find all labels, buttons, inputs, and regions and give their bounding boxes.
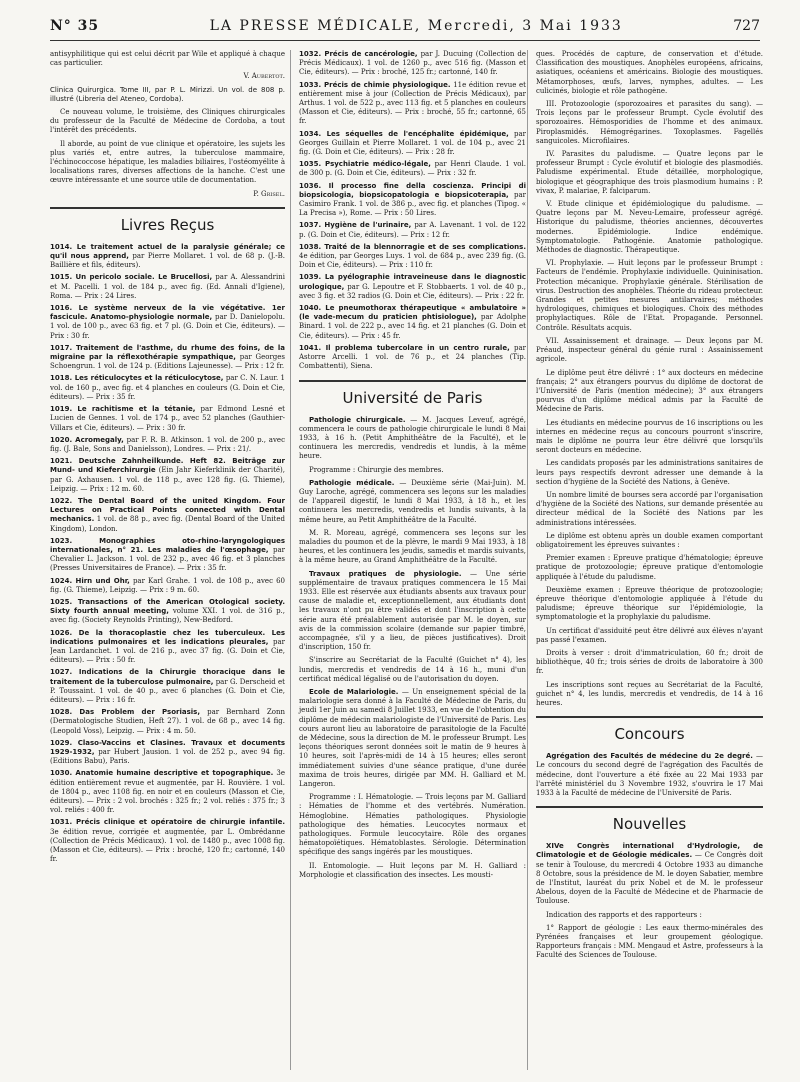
book-entry: 1027. Indications de la Chirurgie thoracique dans le traitement de la tuberculose pulmonaire, par G. Derscheid et P. Toussaint. 1 vol. de 40 p., avec 6 planches (G. Doin et Cie, éditeurs). — Prix : 16 fr.: [50, 668, 285, 704]
diploma-text-1: Le diplôme peut être délivré : 1° aux docteurs en médecine français; 2° aux étrangers pourvus du diplôme de doctorat de l'Université de Paris (mention médecine); 3° aux étrangers pourvus d'un diplôme médical admis par la Faculté de Médecine de Paris.: [536, 368, 763, 414]
column-3: [527, 50, 763, 1070]
journal-title: LA PRESSE MÉDICALE, Mercredi, 3 Mai 1933: [209, 18, 623, 34]
inscriptions: Les inscriptions sont reçues au Secrétariat de la Faculté, guichet n° 4, les lundis, mercredis et vendredis, de 14 à 16 heures.: [536, 680, 763, 707]
agregation: Agrégation des Facultés de médecine du 2e degré. — Le concours du second degré de l'agrégation des Facultés de médecine, dont l'ouverture a été fixée au 22 Mai 1933 par l'arrêté ministériel du 3 Novembre 1932, s'ouvrira le 17 Mai 1933 à la Faculté de médecine de l'Université de Paris.: [536, 752, 763, 798]
droits: Droits à verser : droit d'immatriculation, 60 fr.; droit de bibliothèque, 40 fr.; trois séries de droits de laboratoire à 300 fr.: [536, 648, 763, 676]
travaux-pratiques-2: S'inscrire au Secrétariat de la Faculté (Guichet n° 4), les lundis, mercredis et vendredis de 14 à 16 h., muni d'un certificat médical légalisé ou de l'autorisation du doyen.: [299, 656, 526, 683]
book-entry: 1014. Le traitement actuel de la paralysie générale; ce qu'il nous apprend, par Pierre Mollaret. 1 vol. de 68 p. (J.-B. Baillière et fils, éditeurs).: [50, 242, 285, 270]
book-entry: 1016. Le système nerveux de la vie végétative. 1er fascicule. Anatomo-physiologie normale, par D. Danielopolu. 1 vol. de 100 p., avec 63 fig. et 7 pl. (G. Doin et Cie, éditeurs). — Prix : 30 fr.: [50, 304, 285, 340]
book-entry: 1021. Deutsche Zahnheilkunde. Heft 82. Beiträge zur Mund- und Kieferchirurgie (Ein Jahr Kieferklinik der Charité), par G. Axhausen. 1 vol. de 118 p., avec 128 fig. (G. Thieme), Leipzig. — Prix : 12 m. 60.: [50, 457, 285, 493]
issue-number: N° 35: [50, 18, 100, 34]
book-entry: 1022. The Dental Board of the united Kingdom. Four Lectures on Practical Points connected with Dental mechanics. 1 vol. de 88 p., avec fig. (Dental Board of the United Kingdom), London.: [50, 496, 285, 533]
clinica-reference: Clinica Quirurgica. Tome III, par P. L. Mirizzi. Un vol. de 808 p. illustré (Libreria del Ateneo, Cordoba).: [50, 85, 285, 103]
pathologie-medicale-2: M. R. Moreau, agrégé, commencera ses leçons sur les maladies du poumon et de la plèvre, le mardi 9 Mai 1933, à 18 heures, et les continuera les jeudis, samedis et mardis suivants, à la même heure, au Grand Amphithéâtre de la Faculté.: [299, 528, 526, 565]
livres-recus-title: Livres Reçus: [120, 215, 215, 234]
book-entry: 1023. Monographies oto-rhino-laryngologiques internationales, n° 21. Les maladies de l'œsophage, par Chevalier L. Jackson. 1 vol. de 232 p., avec 46 fig. et 3 planches (Presses Universitaires de France). — Prix : 35 fr.: [50, 536, 285, 573]
book-list-1: [50, 243, 285, 865]
divider: [299, 380, 526, 382]
book-entry: 1019. Le rachitisme et la tétanie, par Edmond Lesné et Lucien de Gennes. 1 vol. de 174 p., avec 52 planches (Gauthier-Villars et Cie, éditeurs). — Prix : 30 fr.: [50, 405, 285, 432]
book-list-2: [299, 50, 526, 372]
page-number: 727: [733, 18, 760, 34]
ecole-programme-1: Programme : I. Hématologie. — Trois leçons par M. Galliard : Hématies de l'homme et des vertébrés. Numération. Hémoglobine. Hématies pathologiques. Physiologie pathologique des hématies. Leucocytes normaux et pathologiques. Formule leucocytaire. Rôle des organes hématopoïétiques. Hématoblastes. Sérologie. Détermination spécifique des sangs ingérés par les moustiques.: [299, 793, 526, 857]
book-entry: 1039. La pyélographie intraveineuse dans le diagnostic urologique, par G. Lepoutre et F. Stobbaerts. 1 vol. de 40 p., avec 3 fig. et 32 radios (G. Doin et Cie, éditeurs). — Prix : 22 fr.: [299, 273, 526, 300]
pathologie-medicale: Pathologie médicale. — Deuxième série (Mai-Juin). M. Guy Laroche, agrégé, commencera ses leçons sur les maladies de l'appareil digestif, le lundi 8 Mai 1933, à 18 h., et les continuera les mercredis, vendredis et lundis suivants, à la même heure, au Petit Amphithéâtre de la Faculté.: [299, 478, 526, 524]
column-2: [290, 50, 526, 1070]
malaria-text-6: VII. Assainissement et drainage. — Deux leçons par M. Préaud, inspecteur général du génie rural : Assainissement agricole.: [536, 336, 763, 364]
book-entry: 1031. Précis clinique et opératoire de chirurgie infantile. 3e édition revue, corrigée et augmentée, par L. Ombrédanne (Collection de Précis Médicaux). 1 vol. de 1480 p., avec 1008 fig. (Masson et Cie, éditeurs). — Prix : broché, 120 fr.; cartonné, 140 fr.: [50, 818, 285, 864]
book-entry: 1026. De la thoracoplastie chez les tuberculeux. Les indications pulmonaires et les indications pleurales, par Jean Lardanchet. 1 vol. de 216 p., avec 37 fig. (G. Doin et Cie, éditeurs). — Prix : 50 fr.: [50, 628, 285, 665]
diploma-text-2: Les étudiants en médecine pourvus de 16 inscriptions ou les internes en médecine reçus au concours pourront s'inscrire, mais le diplôme ne pourra leur être délivré que lorsqu'ils seront docteurs en médecine.: [536, 418, 763, 455]
malaria-text-4: V. Etude clinique et épidémiologique du paludisme. — Quatre leçons par M. Neveu-Lemaire, professeur agrégé. Historique du paludisme, théories anciennes, découvertes modernes. Epidémiologie. Indice endémique. Symptomatologie. Pathogénie. Anatomie pathologique. Méthodes de diagnostic. Thérapeutique.: [536, 200, 763, 255]
divider: [536, 806, 763, 808]
book-entry: 1037. Hygiène de l'urinaire, par A. Lavenant. 1 vol. de 122 p. (G. Doin et Cie, éditeurs). — Prix : 12 fr.: [299, 221, 526, 239]
pathologie-chirurgicale: Pathologie chirurgicale. — M. Jacques Leveuf, agrégé, commencera le cours de pathologie chirurgicale le lundi 8 Mai 1933, à 16 h. (Petit Amphithéâtre de la Faculté), et le continuera les mercredis, vendredis et lundis, à la même heure.: [299, 415, 526, 461]
book-entry: 1032. Précis de cancérologie, par J. Ducuing (Collection de Précis Médicaux). 1 vol. de 1260 p., avec 516 fig. (Masson et Cie, éditeurs). — Prix : broché, 125 fr.; cartonné, 140 fr.: [299, 50, 526, 77]
book-entry: 1033. Précis de chimie physiologique. 11e édition revue et entièrement mise à jour (Collection de Précis Médicaux), par Arthus. 1 vol. de 522 p., avec 113 fig. et 5 planches en couleurs (Masson et Cie, éditeurs). — Prix : broché, 55 fr.; cartonné, 65 fr.: [299, 80, 526, 126]
malaria-text-3: IV. Parasites du paludisme. — Quatre leçons par le professeur Brumpt : Cycle évolutif et biologie des plasmodiés. Paludisme expérimental. Etude détaillée, morphologique, biologique et géographique des trois plasmodium humains : P. vivax, P. malariae, P. falciparum.: [536, 150, 763, 195]
book-entry: 1018. Les réticulocytes et la réticulocytose, par C. N. Laur. 1 vol. de 160 p., avec fig. et 4 planches en couleurs (G. Doin et Cie, éditeurs). — Prix : 35 fr.: [50, 374, 285, 401]
exam-1: Premier examen : Epreuve pratique d'hématologie; épreuve pratique de protozoologie; épreuve pratique d'entomologie appliquée à l'étude du paludisme.: [536, 554, 763, 581]
malaria-text-1: ques. Procédés de capture, de conservation et d'étude. Classification des moustiques. Anophèles européens, africains, asiatiques, océaniens et américains. Biologie des moustiques. Métamorphoses, œufs, larves, nymphes, adultes. — Les culicinés, biologie et rôle pathogène.: [536, 50, 763, 95]
universite-title: Université de Paris: [342, 388, 483, 407]
diploma-text-4: Un nombre limité de bourses sera accordé par l'organisation d'hygiène de la Société des Nations, sur demande présentée au directeur médical de la Société des Nations par les administrations intéressées.: [536, 490, 763, 527]
column-1: [50, 50, 285, 1070]
book-entry: 1024. Hirn und Ohr, par Karl Grahe. 1 vol. de 108 p., avec 60 fig. (G. Thieme), Leipzig. — Prix : 9 m. 60.: [50, 576, 285, 594]
diploma-text-3: Les candidats proposés par les administrations sanitaires de leurs pays respectifs devront adresser une demande à la section d'hygiène de la Société des Nations, à Genève.: [536, 459, 763, 486]
pathologie-chirurgicale-programme: Programme : Chirurgie des membres.: [309, 465, 444, 474]
concours-title: Concours: [614, 725, 685, 744]
book-entry: 1017. Traitement de l'asthme, du rhume des foins, de la migraine par la réflexothérapie sympathique, par Georges Schoengrun. 1 vol. de 124 p. (Editions Lajeunesse). — Prix : 12 fr.: [50, 343, 285, 371]
malaria-text-5: VI. Prophylaxie. — Huit leçons par le professeur Brumpt : Facteurs de l'endémie. Prophylaxie individuelle. Quininisation. Protection mécanique. Prophylaxie générale. Stérilisation de virus. Destruction des anophèles. Théorie du rideau protecteur. Grandes et petites mesures antilarvaires; méthodes hydrologiques, chimiques et biologiques. Choix des méthodes prophylactiques. Rôle de l'Etat. Propagande. Personnel. Contrôle. Résultats acquis.: [536, 259, 763, 332]
page-header: [50, 18, 760, 41]
book-entry: 1015. Un pericolo sociale. Le Brucellosi, par A. Alessandrini et M. Pacelli. 1 vol. de 184 p., avec fig. (Ed. Annali d'Igiene), Roma. — Prix : 24 Lires.: [50, 273, 285, 300]
book-entry: 1030. Anatomie humaine descriptive et topographique. 3e édition entièrement revue et augmentée, par H. Rouvière. 1 vol. de 1804 p., avec 1108 fig. en noir et en couleurs (Masson et Cie, éditeurs). — Prix : 2 vol. brochés : 325 fr.; 2 vol. reliés : 375 fr.; 3 vol. reliés : 400 fr.: [50, 769, 285, 815]
book-entry: 1038. Traité de la blennorragie et de ses complications. 4e édition, par Georges Luys. 1 vol. de 684 p., avec 239 fig. (G. Doin et Cie, éditeurs). — Prix : 110 fr.: [299, 242, 526, 270]
nouvelles-title: Nouvelles: [612, 815, 687, 834]
intro-signature: V. Aubertot.: [243, 72, 285, 81]
book-entry: 1034. Les séquelles de l'encéphalite épidémique, par Georges Guillain et Pierre Mollaret. 1 vol. de 104 p., avec 21 fig. (G. Doin et Cie, éditeurs). — Prix : 28 fr.: [299, 129, 526, 157]
congres-geologie: 1° Rapport de géologie : Les eaux thermo-minérales des Pyrénées françaises et leur groupement géologique. Rapporteurs français : MM. Mengaud et Astre, professeurs à la Faculté des Sciences de Toulouse.: [536, 923, 763, 960]
book-entry: 1036. Il processo fine della coscienza. Principi di biopsicologia, biopsicopatologia e biopsicoterapia, par Casimiro Frank. 1 vol. de 386 p., avec fig. et planches (Tipog. « La Precisa »), Rome. — Prix : 50 Lires.: [299, 181, 526, 218]
intro-text: antisyphilitique qui est celui décrit par Wile et appliqué à chaque cas particulier.: [50, 50, 285, 68]
book-entry: 1035. Psychiatrie médico-légale, par Henri Claude. 1 vol. de 300 p. (G. Doin et Cie, éditeurs). — Prix : 32 fr.: [299, 160, 526, 178]
book-entry: 1029. Claso-Vaccins et Clasines. Travaux et documents 1929-1932, par Hubert Jausion. 1 vol. de 252 p., avec 94 fig. (Editions Babu), Paris.: [50, 738, 285, 766]
divider: [536, 716, 763, 718]
travaux-pratiques: Travaux pratiques de physiologie. — Une série supplémentaire de travaux pratiques commencera le 15 Mai 1933. Elle est réservée aux étudiants absents aux travaux pour cause de maladie et, exceptionnellement, aux étudiants dont les travaux n'ont pu être validés et dont l'inscription à cette série aura été préalablement autorisée par M. le doyen, sur avis de la commission scolaire (demande sur papier timbré, accompagnée, s'il y a lieu, de pièces justificatives). Droit d'inscription, 150 fr.: [299, 569, 526, 652]
book-entry: 1040. Le pneumothorax thérapeutique « ambulatoire » (le vade-mecum du praticien phtisiologue), par Adolphe Binard. 1 vol. de 222 p., avec 14 fig. et 21 planches (G. Doin et Cie, éditeurs). — Prix : 45 fr.: [299, 304, 526, 340]
book-entry: 1020. Acromegaly, par F. R. B. Atkinson. 1 vol. de 200 p., avec fig. (J. Bale, Sons and Danielsson), Londres. — Prix : 21/.: [50, 435, 285, 453]
ecole-malariologie: Ecole de Malariologie. — Un enseignement spécial de la malariologie sera donné à la Faculté de Médecine de Paris, du jeudi 1er Juin au samedi 8 Juillet 1933, en vue de l'obtention du diplôme de médecin malariologiste de l'Université de Paris. Les cours auront lieu au laboratoire de parasitologie de la Faculté de Médecine, sous la direction de M. le professeur Brumpt. Les leçons théoriques seront données soit le matin de 9 heures à 10 heures, soit l'après-midi de 14 à 15 heures; elles seront immédiatement suivies d'une séance pratique, d'une durée maxima de trois heures, dirigée par MM. H. Galliard et M. Langeron.: [299, 687, 526, 789]
malaria-text-2: III. Protozoologie (sporozoaires et parasites du sang). — Trois leçons par le professeur Brumpt. Cycle évolutif des sporozoaires. Hémosporidies de l'homme et des animaux. Piroplasmidés. Hémogrégarines. Toxoplasmes. Fagellés sanguicoles. Microfilaires.: [536, 100, 763, 145]
book-entry: 1028. Das Problem der Psoriasis, par Bernhard Zonn (Dermatologische Studien, Heft 27). 1 vol. de 68 p., avec 14 fig. (Leopold Voss), Leipzig. — Prix : 4 m. 50.: [50, 708, 285, 735]
diploma-text-5: Le diplôme est obtenu après un double examen comportant obligatoirement les épreuves suivantes :: [536, 531, 763, 549]
clinica-paragraph-2: Il aborde, au point de vue clinique et opératoire, les sujets les plus variés et, entre autres, la tuberculose mammaire, l'échinococcose hépatique, les maladies biliaires, l'ostéomyélite à localisations rares, diverses affections de la hanche. C'est une œuvre intéressante et une source utile de documentation.: [50, 139, 285, 185]
book-entry: 1025. Transactions of the American Otological society. Sixty fourth annual meeting, volume XXI. 1 vol. de 316 p., avec fig. (Society Reynolds Printing), New-Bedford.: [50, 597, 285, 625]
divider: [50, 207, 285, 209]
ecole-programme-2: II. Entomologie. — Huit leçons par M. H. Galliard : Morphologie et classification des insectes. Les mousti-: [299, 861, 526, 879]
exam-2: Deuxième examen : Epreuve théorique de protozoologie; épreuve théorique d'entomologie appliquée à l'étude du paludisme; épreuve théorique sur l'épidémiologie, la symptomatologie et la prophylaxie du paludisme.: [536, 585, 763, 622]
clinica-paragraph-1: Ce nouveau volume, le troisième, des Cliniques chirurgicales du professeur de la Faculté de Médecine de Cordoba, a tout l'intérêt des précédents.: [50, 108, 285, 135]
certificat: Un certificat d'assiduité peut être délivré aux élèves n'ayant pas passé l'examen.: [536, 626, 763, 644]
clinica-signature: P. Grisel.: [253, 189, 285, 198]
book-entry: 1041. Il problema tubercolare in un centro rurale, par Astorre Arcelli. 1 vol. de 76 p., et 24 planches (Tip. Combattenti), Siena.: [299, 343, 526, 371]
congres: XIVe Congrès international d'Hydrologie, de Climatologie et de Géologie médicales. — Ce Congrès doit se tenir à Toulouse, du mercredi 4 Octobre 1933 au dimanche 8 Octobre, sous la présidence de M. le doyen Sabatier, membre de l'Institut, lauréat du prix Nobel et de M. le professeur Abelous, doyen de la Faculté de Médecine et de Pharmacie de Toulouse.: [536, 842, 763, 906]
congres-rapports: Indication des rapports et des rapporteurs :: [546, 910, 702, 919]
